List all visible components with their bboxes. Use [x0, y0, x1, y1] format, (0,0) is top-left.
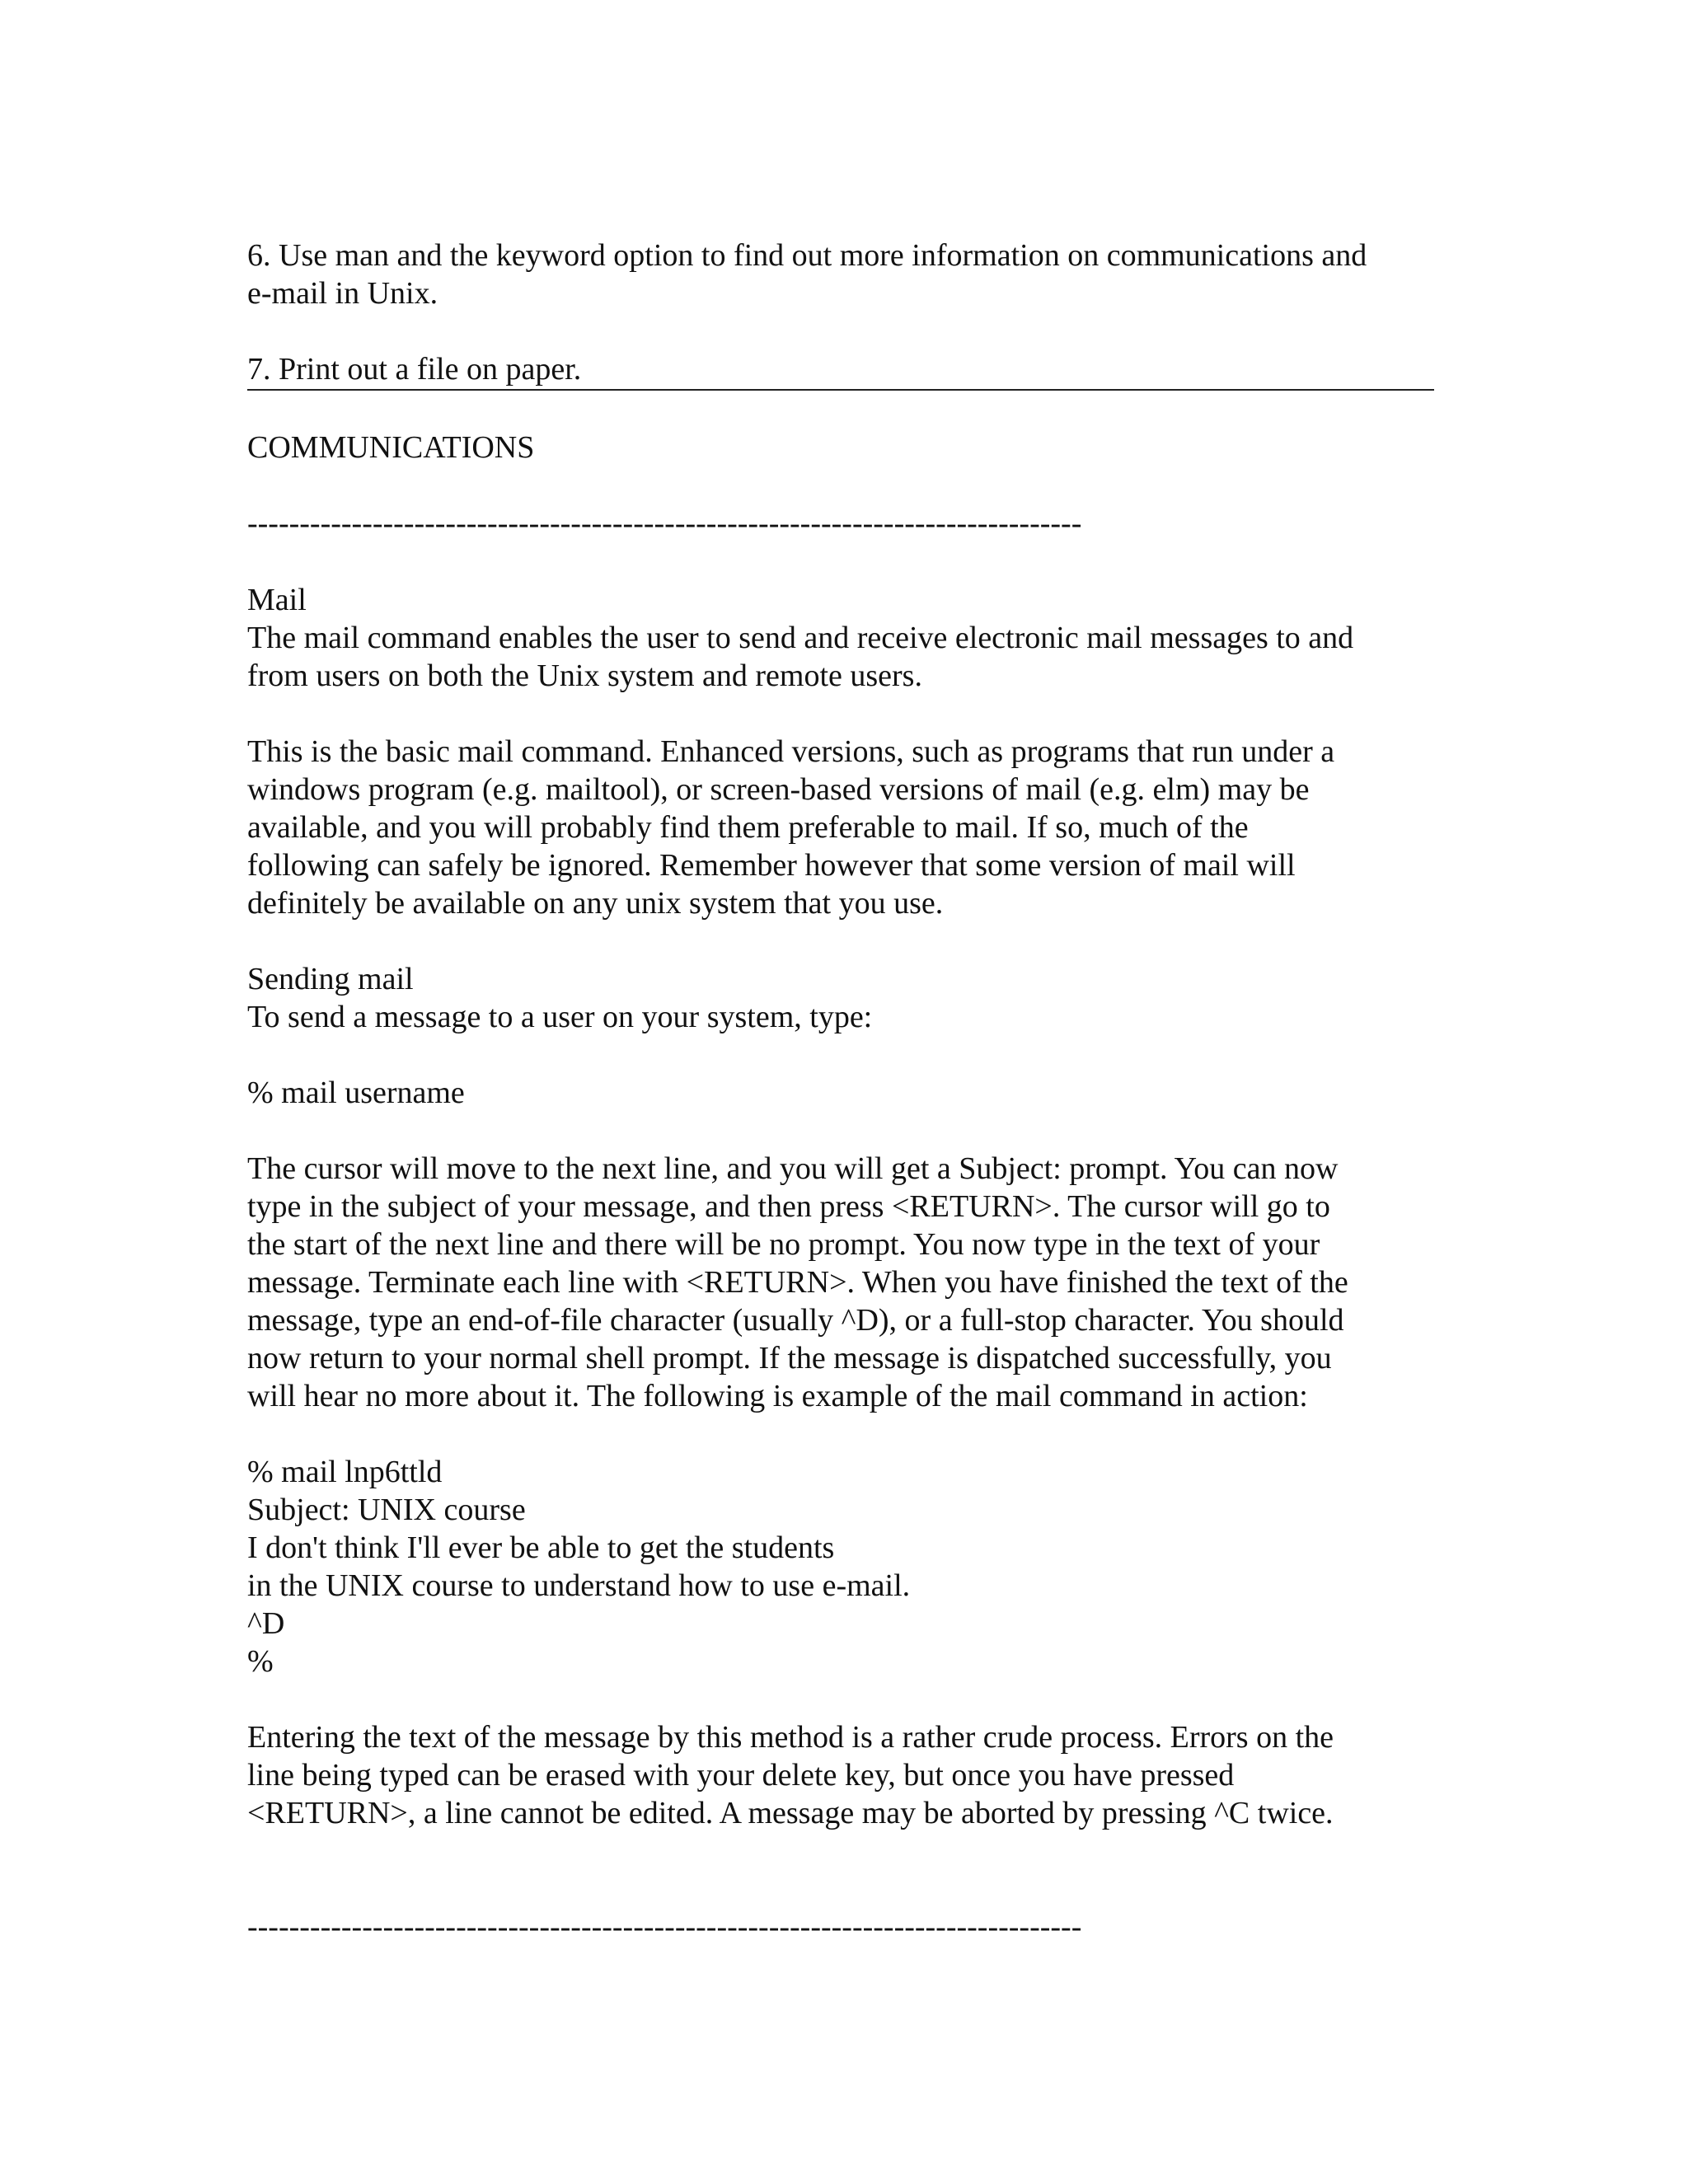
- mail-intro-line-2: from users on both the Unix system and remote users.: [247, 658, 922, 693]
- explanation-line-1: The cursor will move to the next line, and you will get a Subject: prompt. You can now: [247, 1151, 1339, 1186]
- mail-title: Mail: [247, 583, 307, 617]
- example-line-4: in the UNIX course to understand how to use e-mail.: [247, 1568, 911, 1603]
- closing-line-1: Entering the text of the message by this method is a rather crude process. Errors on the: [247, 1720, 1334, 1755]
- closing-line-3: <RETURN>, a line cannot be edited. A message may be aborted by pressing ^C twice.: [247, 1796, 1334, 1830]
- example-line-1: % mail lnp6ttld: [247, 1455, 443, 1489]
- example-line-5: ^D: [247, 1606, 285, 1641]
- separator-bottom: --------------------------------------------------------------------------------: [247, 1910, 1082, 1944]
- horizontal-rule: [247, 389, 1434, 391]
- explanation-line-3: the start of the next line and there will be no prompt. You now type in the text of your: [247, 1227, 1320, 1262]
- list-item-6-line-1: 6. Use man and the keyword option to find out more information on communications and: [247, 238, 1367, 273]
- sending-title: Sending mail: [247, 962, 414, 996]
- explanation-line-5: message, type an end-of-file character (usually ^D), or a full-stop character. You should: [247, 1303, 1344, 1338]
- closing-line-2: line being typed can be erased with your delete key, but once you have pressed: [247, 1758, 1235, 1793]
- sending-command: % mail username: [247, 1076, 465, 1110]
- example-line-3: I don't think I'll ever be able to get the students: [247, 1530, 835, 1565]
- separator-top: --------------------------------------------------------------------------------: [247, 506, 1082, 541]
- explanation-line-6: now return to your normal shell prompt. If the message is dispatched successfully, you: [247, 1341, 1332, 1376]
- list-item-7: 7. Print out a file on paper.: [247, 352, 582, 387]
- explanation-line-7: will hear no more about it. The following is example of the mail command in action:: [247, 1379, 1308, 1413]
- example-line-6: %: [247, 1644, 274, 1679]
- basic-line-1: This is the basic mail command. Enhanced versions, such as programs that run under a: [247, 734, 1335, 769]
- basic-line-4: following can safely be ignored. Remember however that some version of mail will: [247, 848, 1296, 883]
- example-line-2: Subject: UNIX course: [247, 1493, 526, 1527]
- basic-line-2: windows program (e.g. mailtool), or screen-based versions of mail (e.g. elm) may be: [247, 772, 1310, 807]
- sending-instruction: To send a message to a user on your system, type:: [247, 1000, 873, 1034]
- mail-intro-line-1: The mail command enables the user to send and receive electronic mail messages to and: [247, 621, 1354, 655]
- list-item-6-line-2: e-mail in Unix.: [247, 276, 438, 311]
- basic-line-3: available, and you will probably find them preferable to mail. If so, much of the: [247, 810, 1249, 845]
- explanation-line-2: type in the subject of your message, and then press <RETURN>. The cursor will go to: [247, 1189, 1330, 1224]
- section-heading: COMMUNICATIONS: [247, 430, 535, 465]
- explanation-line-4: message. Terminate each line with <RETURN>. When you have finished the text of the: [247, 1265, 1348, 1300]
- basic-line-5: definitely be available on any unix system that you use.: [247, 886, 944, 921]
